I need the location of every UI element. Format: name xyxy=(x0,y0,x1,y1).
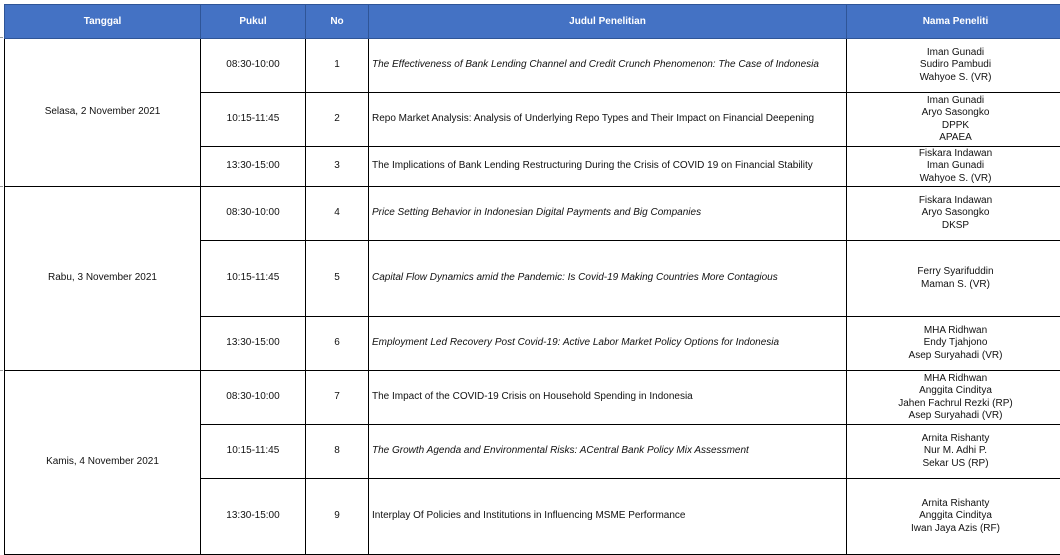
title-cell[interactable]: The Effectiveness of Bank Lending Channel and Credit Crunch Phenomenon: The Case of Indonesia xyxy=(369,39,847,93)
time-cell[interactable]: 08:30-10:00 xyxy=(201,39,306,93)
researcher-cell[interactable] xyxy=(847,187,1060,241)
researcher-name: Arnita Rishanty xyxy=(850,498,1060,511)
number-cell[interactable]: 1 xyxy=(306,39,369,93)
row-edge-marker xyxy=(0,37,3,38)
researcher-name: Nur M. Adhi P. xyxy=(850,445,1060,458)
researcher-name: Asep Suryahadi (VR) xyxy=(850,410,1060,423)
table-row xyxy=(5,39,1060,93)
header-no[interactable]: No xyxy=(306,5,369,39)
number-cell[interactable]: 8 xyxy=(306,425,369,479)
header-row xyxy=(5,5,1060,39)
row-edge-marker xyxy=(0,186,3,187)
title-cell[interactable]: Interplay Of Policies and Institutions in Influencing MSME Performance xyxy=(369,479,847,555)
researcher-name: Iman Gunadi xyxy=(850,95,1060,108)
time-cell[interactable]: 13:30-15:00 xyxy=(201,479,306,555)
number-cell[interactable]: 5 xyxy=(306,241,369,317)
number-cell[interactable]: 2 xyxy=(306,93,369,147)
number-cell[interactable]: 9 xyxy=(306,479,369,555)
researcher-name: Ferry Syarifuddin xyxy=(850,266,1060,279)
researcher-name: Anggita Cinditya xyxy=(850,385,1060,398)
table-row xyxy=(5,187,1060,241)
researcher-name: Wahyoe S. (VR) xyxy=(850,72,1060,85)
header-nama[interactable]: Nama Peneliti xyxy=(847,5,1060,39)
researcher-cell[interactable] xyxy=(847,241,1060,317)
table-row xyxy=(5,371,1060,425)
title-cell[interactable]: Price Setting Behavior in Indonesian Digital Payments and Big Companies xyxy=(369,187,847,241)
researcher-cell[interactable] xyxy=(847,93,1060,147)
header-tanggal[interactable]: Tanggal xyxy=(5,5,201,39)
header-judul[interactable]: Judul Penelitian xyxy=(369,5,847,39)
time-cell[interactable]: 08:30-10:00 xyxy=(201,187,306,241)
header-pukul[interactable]: Pukul xyxy=(201,5,306,39)
date-cell[interactable]: Kamis, 4 November 2021 xyxy=(5,371,201,555)
row-edge-marker xyxy=(0,370,3,371)
time-cell[interactable]: 10:15-11:45 xyxy=(201,425,306,479)
researcher-name: Aryo Sasongko xyxy=(850,207,1060,220)
number-cell[interactable]: 7 xyxy=(306,371,369,425)
researcher-name: Sekar US (RP) xyxy=(850,458,1060,471)
researcher-name: Fiskara Indawan xyxy=(850,195,1060,208)
researcher-cell[interactable] xyxy=(847,147,1060,187)
researcher-name: DPPK xyxy=(850,120,1060,133)
researcher-name: Iman Gunadi xyxy=(850,47,1060,60)
researcher-name: MHA Ridhwan xyxy=(850,373,1060,386)
researcher-name: Jahen Fachrul Rezki (RP) xyxy=(850,398,1060,411)
researcher-name: Aryo Sasongko xyxy=(850,107,1060,120)
number-cell[interactable]: 6 xyxy=(306,317,369,371)
researcher-cell[interactable] xyxy=(847,371,1060,425)
researcher-name: Sudiro Pambudi xyxy=(850,59,1060,72)
researcher-name: Anggita Cinditya xyxy=(850,510,1060,523)
researcher-name: Iwan Jaya Azis (RF) xyxy=(850,523,1060,536)
title-cell[interactable]: The Growth Agenda and Environmental Risks: ACentral Bank Policy Mix Assessment xyxy=(369,425,847,479)
researcher-name: Wahyoe S. (VR) xyxy=(850,173,1060,186)
date-cell[interactable]: Selasa, 2 November 2021 xyxy=(5,39,201,187)
title-cell[interactable]: Employment Led Recovery Post Covid-19: Active Labor Market Policy Options for Indonesia xyxy=(369,317,847,371)
researcher-cell[interactable] xyxy=(847,39,1060,93)
researcher-name: Asep Suryahadi (VR) xyxy=(850,350,1060,363)
researcher-name: MHA Ridhwan xyxy=(850,325,1060,338)
time-cell[interactable]: 10:15-11:45 xyxy=(201,93,306,147)
researcher-name: DKSP xyxy=(850,220,1060,233)
title-cell[interactable]: Repo Market Analysis: Analysis of Underlying Repo Types and Their Impact on Financial Deepening xyxy=(369,93,847,147)
researcher-name: Endy Tjahjono xyxy=(850,337,1060,350)
researcher-name: Arnita Rishanty xyxy=(850,433,1060,446)
researcher-cell[interactable] xyxy=(847,479,1060,555)
schedule-table xyxy=(4,4,1060,555)
number-cell[interactable]: 4 xyxy=(306,187,369,241)
time-cell[interactable]: 10:15-11:45 xyxy=(201,241,306,317)
researcher-cell[interactable] xyxy=(847,317,1060,371)
researcher-name: APAEA xyxy=(850,132,1060,145)
researcher-name: Iman Gunadi xyxy=(850,160,1060,173)
researcher-name: Maman S. (VR) xyxy=(850,279,1060,292)
title-cell[interactable]: The Implications of Bank Lending Restructuring During the Crisis of COVID 19 on Financial Stability xyxy=(369,147,847,187)
title-cell[interactable]: Capital Flow Dynamics amid the Pandemic: Is Covid-19 Making Countries More Contagious xyxy=(369,241,847,317)
time-cell[interactable]: 08:30-10:00 xyxy=(201,371,306,425)
researcher-cell[interactable] xyxy=(847,425,1060,479)
number-cell[interactable]: 3 xyxy=(306,147,369,187)
title-cell[interactable]: The Impact of the COVID-19 Crisis on Household Spending in Indonesia xyxy=(369,371,847,425)
date-cell[interactable]: Rabu, 3 November 2021 xyxy=(5,187,201,371)
time-cell[interactable]: 13:30-15:00 xyxy=(201,147,306,187)
researcher-name: Fiskara Indawan xyxy=(850,148,1060,161)
time-cell[interactable]: 13:30-15:00 xyxy=(201,317,306,371)
